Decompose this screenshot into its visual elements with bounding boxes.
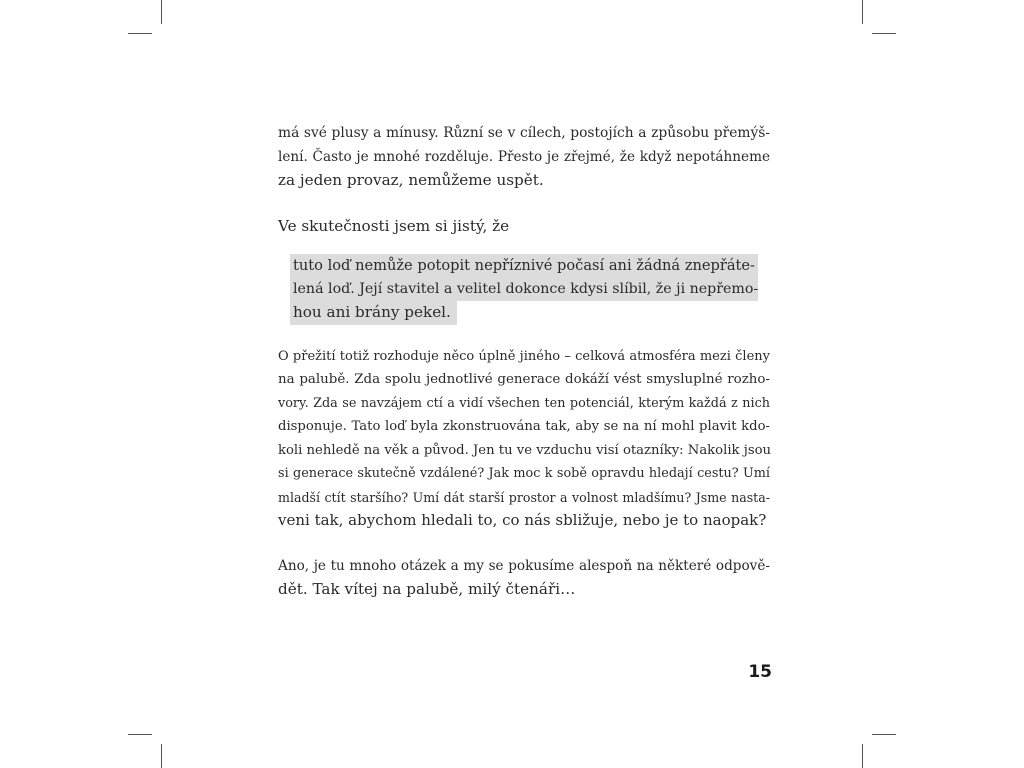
quote-line: tuto loď nemůže potopit nepříznivé počasí ani žádná znepřáte- — [290, 254, 758, 278]
text-line: na palubě. Zda spolu jednotlivé generace dokáží vést smysluplné rozho- — [278, 372, 770, 387]
page-number: 15 — [748, 662, 772, 682]
paragraph-gap — [278, 238, 770, 254]
paragraph-gap — [278, 533, 770, 555]
crop-mark-top-right-vertical — [862, 0, 863, 24]
page-body — [278, 122, 770, 602]
crop-mark-bottom-right-vertical — [862, 744, 863, 768]
crop-mark-top-right-horizontal — [872, 33, 896, 34]
paragraph-2 — [278, 215, 770, 239]
paragraph-gap — [278, 193, 770, 215]
text-line: veni tak, abychom hledali to, co nás sbližuje, nebo je to naopak? — [278, 511, 767, 529]
quote-line: lená loď. Její stavitel a velitel dokonce kdysi slíbil, že ji nepřemo- — [290, 278, 758, 302]
crop-mark-bottom-right-horizontal — [872, 734, 896, 735]
text-line: má své plusy a mínusy. Různí se v cílech, postojích a způsobu přemýš- — [278, 125, 770, 141]
text-line: vory. Zda se navzájem ctí a vidí všechen ten potenciál, kterým každá z nich — [278, 395, 770, 411]
paragraph-4 — [278, 555, 770, 602]
text-line: lení. Často je mnohé rozděluje. Přesto je zřejmé, že když nepotáhneme — [278, 148, 770, 165]
crop-mark-bottom-left-vertical — [161, 744, 162, 768]
crop-mark-top-left-vertical — [161, 0, 162, 24]
text-line: disponuje. Tato loď byla zkonstruována tak, aby se na ní mohl plavit kdo- — [278, 419, 770, 434]
paragraph-1 — [278, 122, 770, 193]
crop-mark-top-left-horizontal — [128, 33, 152, 34]
text-line: za jeden provaz, nemůžeme uspět. — [278, 171, 544, 189]
text-line: si generace skutečně vzdálené? Jak moc k sobě opravdu hledají cestu? Umí — [278, 466, 770, 481]
text-line: mladší ctít staršího? Umí dát starší prostor a volnost mladšímu? Jsme nasta- — [278, 489, 770, 505]
highlighted-quote — [290, 254, 758, 325]
paragraph-gap — [278, 325, 770, 345]
text-line: dět. Tak vítej na palubě, milý čtenáři… — [278, 580, 576, 598]
text-line: Ve skutečnosti jsem si jistý, že — [278, 216, 510, 235]
text-line: koli nehledě na věk a původ. Jen tu ve vzduchu visí otazníky: Nakolik jsou — [278, 442, 772, 458]
paragraph-3 — [278, 345, 770, 533]
text-line: O přežití totiž rozhoduje něco úplně jiného – celková atmosféra mezi členy — [278, 348, 770, 364]
quote-line: hou ani brány pekel. — [290, 301, 457, 325]
text-line: Ano, je tu mnoho otázek a my se pokusíme alespoň na některé odpově- — [278, 557, 770, 574]
crop-mark-bottom-left-horizontal — [128, 734, 152, 735]
